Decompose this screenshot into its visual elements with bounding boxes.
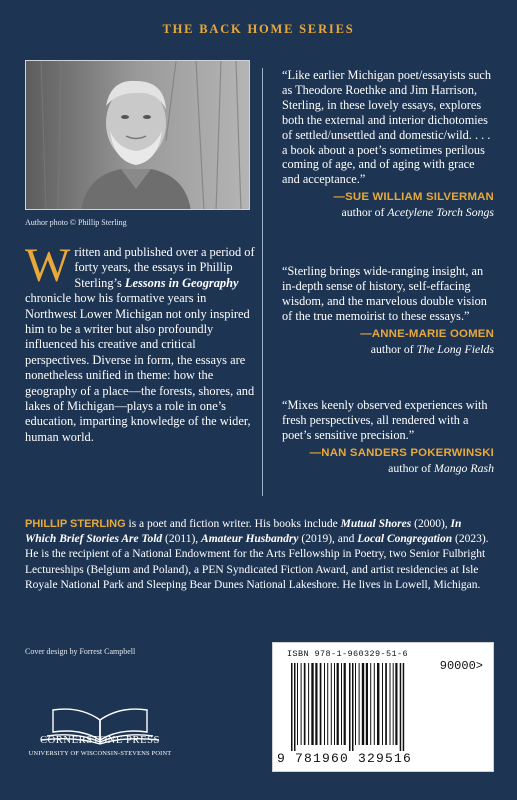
publisher-name: CORNERSTONE PRESS bbox=[40, 735, 160, 746]
column-divider bbox=[262, 68, 263, 496]
barcode-bar bbox=[291, 663, 293, 751]
barcode-bar bbox=[324, 663, 325, 745]
barcode-bar bbox=[370, 663, 371, 745]
isbn-label: ISBN 978-1-960329-51-6 bbox=[287, 649, 409, 659]
barcode-bar bbox=[400, 663, 402, 751]
barcode-digits: 9 781960 329516 bbox=[277, 751, 413, 766]
reviewer-book-title: Acetylene Torch Songs bbox=[387, 205, 494, 220]
reviewer-name: —SUE WILLIAM SILVERMAN bbox=[333, 191, 494, 204]
barcode-bar bbox=[311, 663, 313, 745]
barcode-bar bbox=[344, 663, 346, 745]
barcode-bar bbox=[341, 663, 342, 745]
barcode-bar bbox=[359, 663, 360, 745]
quote-text: “Like earlier Michigan poet/essayists such as Theodore Roethke and Jim Harrison, Sterling, in these lovely essays, explores both the external and interior dichotomies of settled/unsettled and domestic/wild. . . . a book about a poet’s sometimes perilous coming of age, and of aging with grace and acceptance.” bbox=[282, 68, 491, 187]
bio-book-2: In Which Brief Stories Are Told bbox=[25, 518, 462, 546]
reviewer-name: —NAN SANDERS POKERWINSKI bbox=[309, 446, 494, 459]
author-photo bbox=[25, 60, 250, 210]
photo-credit: Author photo © Phillip Sterling bbox=[25, 218, 127, 227]
barcode-bar bbox=[362, 663, 364, 745]
book-description bbox=[25, 239, 257, 445]
reviewer-work: author of Acetylene Torch Songs bbox=[341, 205, 494, 220]
barcode-bar bbox=[395, 663, 397, 745]
barcode-bar bbox=[308, 663, 309, 745]
bio-book-3: Amateur Husbandry bbox=[201, 533, 299, 546]
barcode-bar bbox=[320, 663, 322, 745]
quote-text: “Mixes keenly observed experiences with fresh perspectives, all rendered with a poet’s sensitive precision.” bbox=[282, 398, 488, 442]
isbn-barcode bbox=[272, 642, 494, 772]
barcode-bar bbox=[297, 663, 298, 745]
barcode-bar bbox=[390, 663, 391, 745]
author-name: PHILLIP STERLING bbox=[25, 518, 126, 530]
barcode-bar bbox=[304, 663, 306, 745]
author-bio: PHILLIP STERLING is a poet and fiction writer. His books include Mutual Shores (2000), In Which Brief Stories Are Told (2011), Amateur Husbandry (2019), and Local Congregation (2023). He is the recipient of a National Endowment for the Arts Fellowship in Poetry, two Senior Fulbright Lectureships (Belgium and Poland), a PEN Syndicated Fiction Award, and artist residencies at Isle Royale National Park and Sleeping Bear Dunes National Lakeshore. He lives in Lowell, Michigan. bbox=[25, 518, 489, 591]
barcode-bars bbox=[287, 663, 483, 751]
barcode-bar bbox=[331, 663, 332, 745]
review-quote-1 bbox=[282, 68, 494, 219]
barcode-bar bbox=[327, 663, 328, 745]
barcode-bar bbox=[382, 663, 383, 745]
barcode-bar bbox=[355, 663, 356, 745]
author-portrait-icon bbox=[26, 61, 250, 210]
open-book-logo-icon bbox=[25, 688, 175, 758]
publisher-affiliation: UNIVERSITY OF WISCONSIN-STEVENS POINT bbox=[28, 750, 172, 757]
review-quote-2 bbox=[282, 264, 494, 356]
book-title: Lessons in Geography bbox=[124, 275, 239, 290]
reviewer-work: author of The Long Fields bbox=[370, 341, 494, 356]
bio-book-1: Mutual Shores bbox=[340, 518, 412, 530]
barcode-bar bbox=[374, 663, 375, 745]
barcode-bar bbox=[393, 663, 394, 745]
reviewer-name: —ANNE-MARIE OOMEN bbox=[360, 327, 494, 340]
description-text-2: chronicle how his formative years in Northwest Lower Michigan not only inspired him to be a writer but also profoundly influenced his creative and critical perspectives. Diverse in form, the essays are nonetheless unified in theme: how the geography of a place—the forests, shores, and lakes of Michigan—plays a role in one’s education, imparting knowledge of the wider, human world. bbox=[25, 291, 255, 444]
review-quote-3 bbox=[282, 398, 494, 475]
description-text-1: ritten and published over a period of forty years, the essays in Phillip Sterling’s bbox=[74, 245, 255, 290]
reviewer-book-title: The Long Fields bbox=[416, 341, 494, 356]
barcode-bar bbox=[315, 663, 317, 745]
series-title: THE BACK HOME SERIES bbox=[162, 22, 355, 36]
barcode-bar bbox=[403, 663, 405, 751]
barcode-bar bbox=[377, 663, 379, 745]
cover-design-credit: Cover design by Forrest Campbell bbox=[25, 647, 136, 656]
barcode-bar bbox=[385, 663, 387, 745]
barcode-bar bbox=[294, 663, 296, 751]
barcode-bar bbox=[366, 663, 368, 745]
quote-text: “Sterling brings wide-ranging insight, an in-depth sense of history, self-effacing wisdom, and the marvelous double vision of the true memoirist to these essays.” bbox=[282, 264, 487, 323]
barcode-bar bbox=[349, 663, 351, 751]
drop-cap: W bbox=[25, 239, 71, 292]
barcode-bar bbox=[334, 663, 335, 745]
reviewer-work: author of Mango Rash bbox=[388, 460, 494, 475]
reviewer-book-title: Mango Rash bbox=[434, 460, 494, 475]
barcode-bar bbox=[337, 663, 339, 745]
barcode-bar bbox=[301, 663, 302, 745]
price-code: 90000> bbox=[439, 659, 483, 673]
barcode-bar bbox=[352, 663, 354, 751]
bio-book-4: Local Congregation bbox=[357, 533, 453, 546]
